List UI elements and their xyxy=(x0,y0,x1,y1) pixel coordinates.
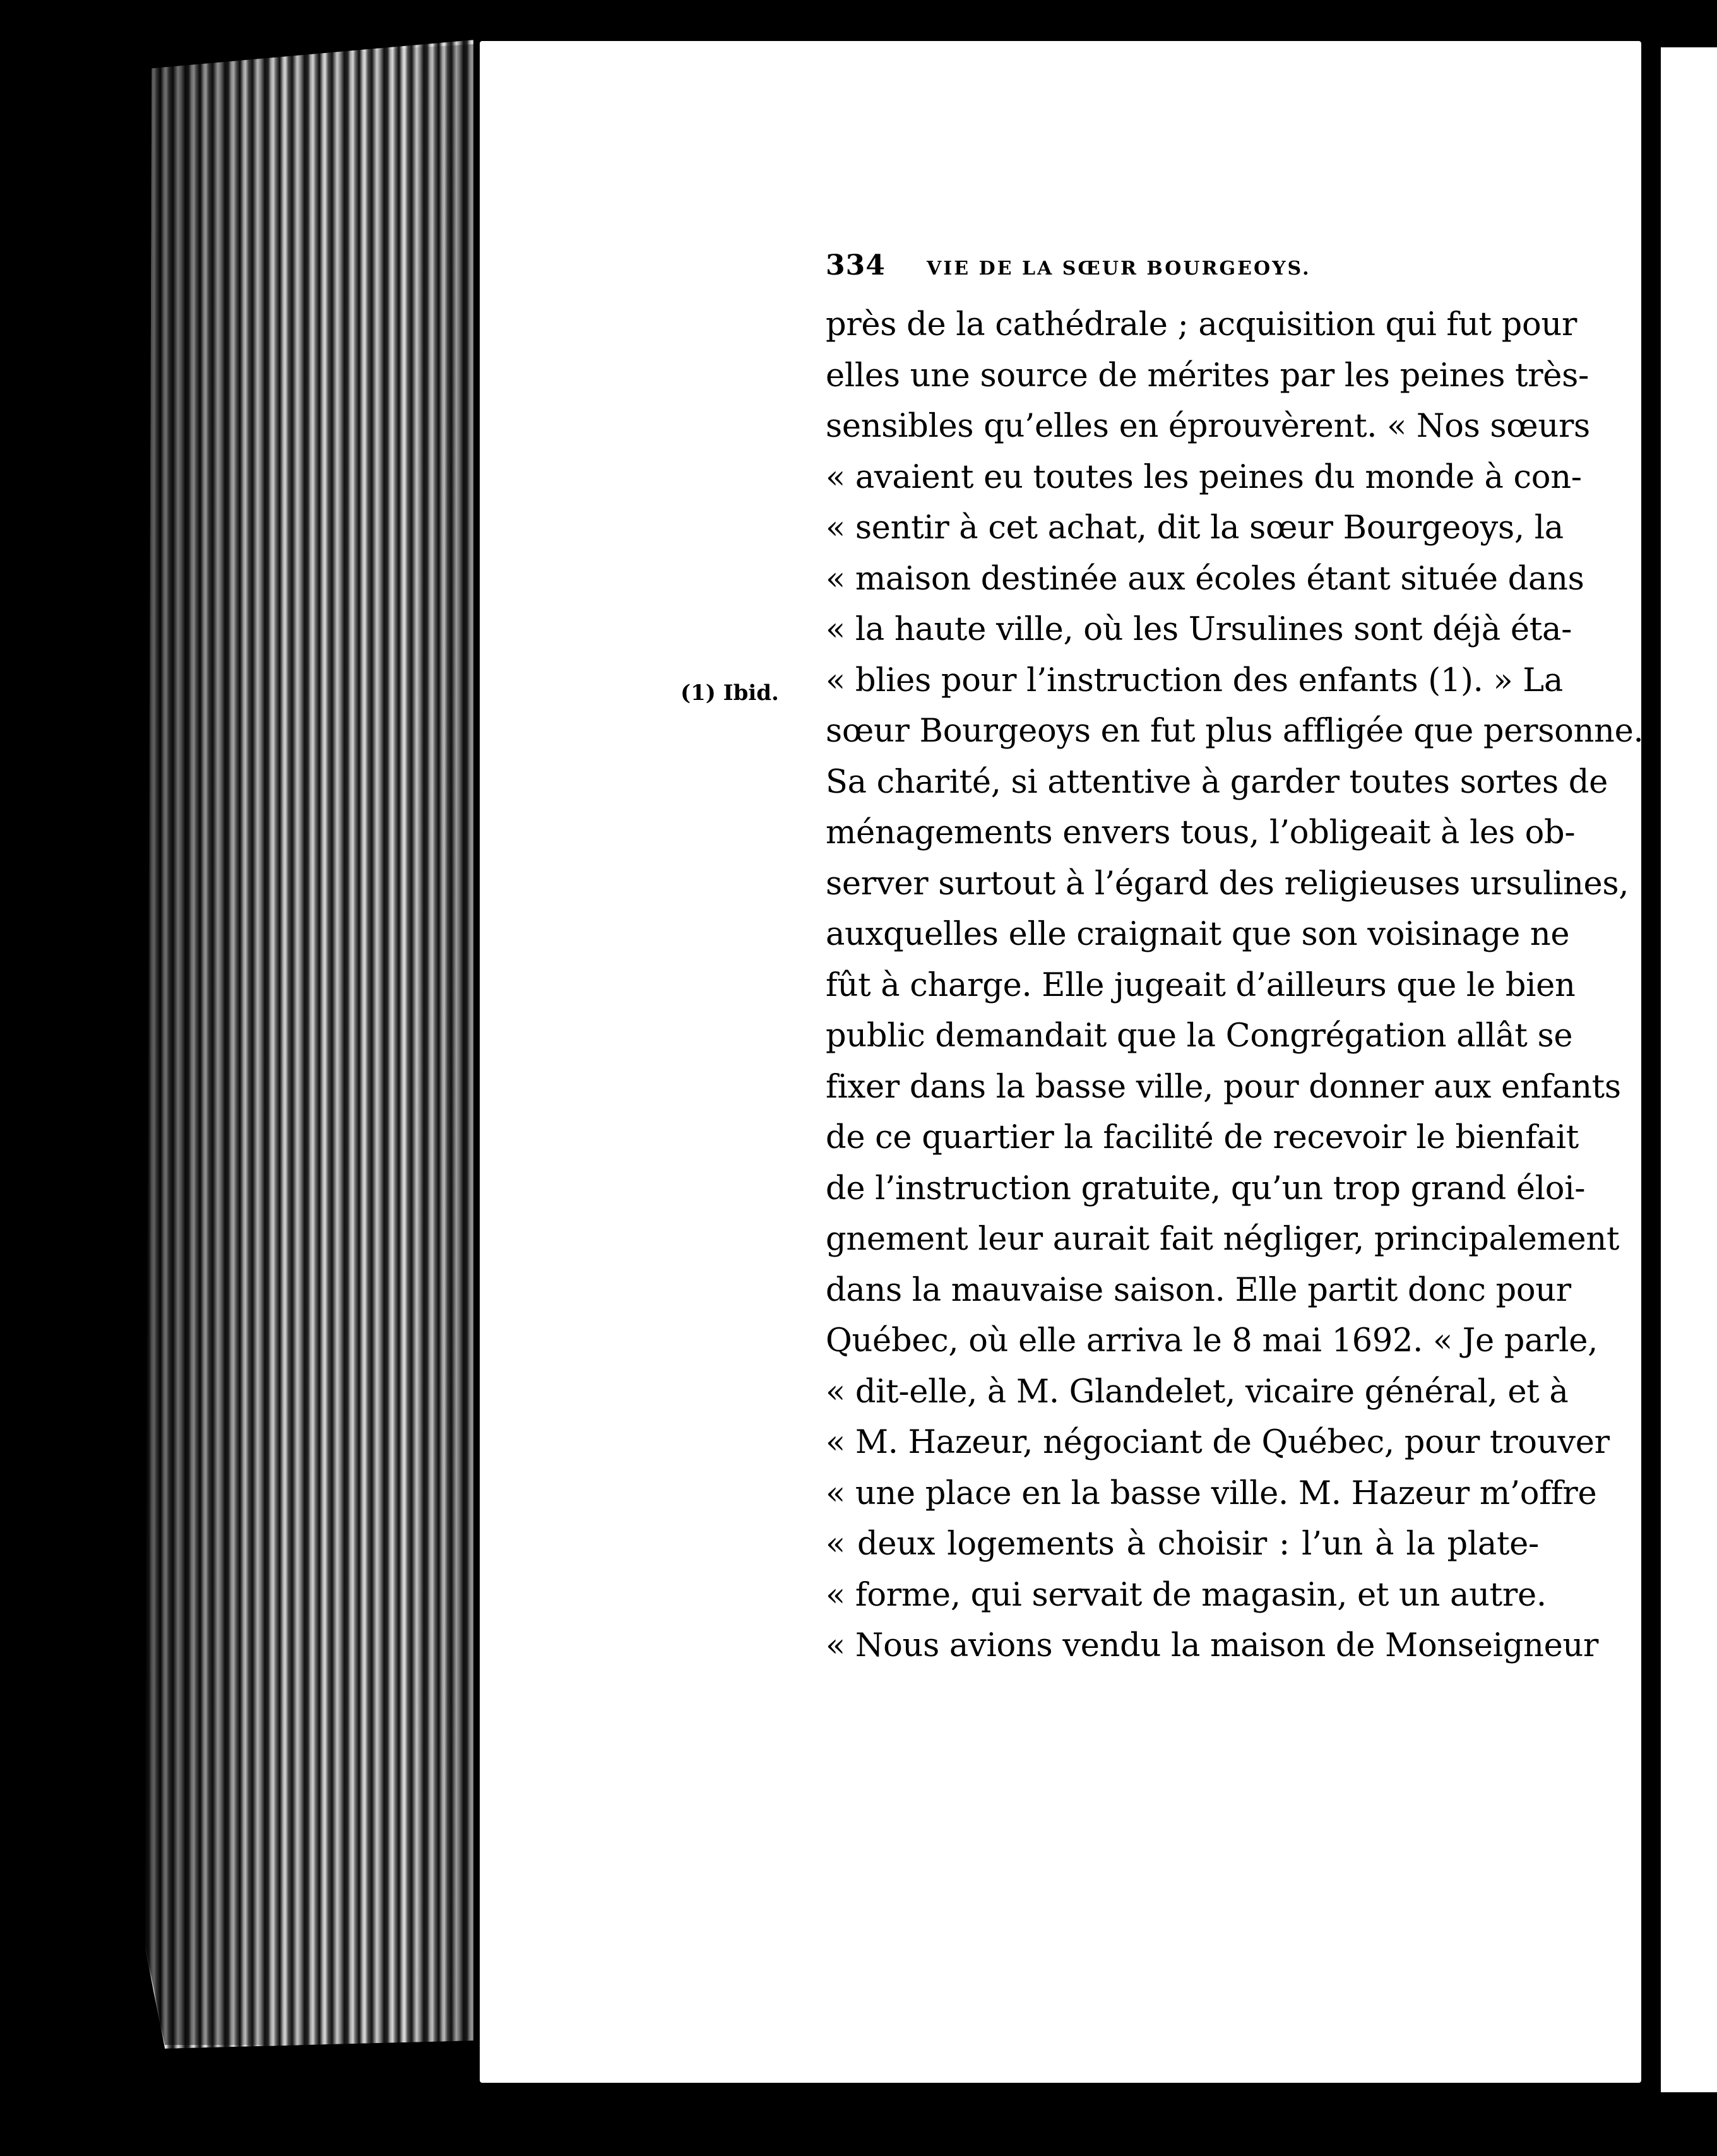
page-text-block xyxy=(826,249,1644,1672)
running-head xyxy=(826,249,1539,293)
body-text xyxy=(826,300,1644,1672)
text-line: auxquelles elle craignait que son voisinage ne xyxy=(826,916,1570,953)
text-line: « maison destinée aux écoles étant située dans xyxy=(826,560,1584,598)
text-line: dans la mauvaise saison. Elle partit donc pour xyxy=(826,1271,1571,1309)
text-line: « dit-elle, à M. Glandelet, vicaire général, et à xyxy=(826,1373,1569,1411)
facing-page-edge xyxy=(1657,47,1717,2092)
text-line: fût à charge. Elle jugeait d’ailleurs que le bien xyxy=(826,966,1576,1004)
text-line: de l’instruction gratuite, qu’un trop grand éloi- xyxy=(826,1170,1586,1207)
text-line: ménagements envers tous, l’obligeait à les ob- xyxy=(826,814,1576,851)
text-line: près de la cathédrale ; acquisition qui fut pour xyxy=(826,306,1577,343)
text-line: « blies pour l’instruction des enfants (1). » La xyxy=(826,661,1563,699)
text-line: sensibles qu’elles en éprouvèrent. « Nos sœurs xyxy=(826,408,1590,445)
text-line: « sentir à cet achat, dit la sœur Bourgeoys, la xyxy=(826,509,1564,547)
marginal-footnote: (1) Ibid. xyxy=(680,680,779,706)
text-line: gnement leur aurait fait négliger, principalement xyxy=(826,1221,1620,1258)
text-line: « la haute ville, où les Ursulines sont déjà éta- xyxy=(826,611,1572,648)
text-line: « Nous avions vendu la maison de Monseigneur xyxy=(826,1627,1599,1664)
text-line: public demandait que la Congrégation allât se xyxy=(826,1017,1573,1055)
text-line: Québec, où elle arriva le 8 mai 1692. « Je parle, xyxy=(826,1322,1598,1359)
text-line: server surtout à l’égard des religieuses ursulines, xyxy=(826,865,1629,903)
text-line: « M. Hazeur, négociant de Québec, pour trouver xyxy=(826,1424,1610,1461)
text-line: « avaient eu toutes les peines du monde à con- xyxy=(826,458,1582,496)
text-line: sœur Bourgeoys en fut plus affligée que personne. xyxy=(826,713,1644,750)
text-line: Sa charité, si attentive à garder toutes sortes de xyxy=(826,763,1608,801)
text-line: elles une source de mérites par les peines très- xyxy=(826,357,1589,394)
page-edges-shading xyxy=(145,44,473,2045)
text-line: de ce quartier la facilité de recevoir le bienfait xyxy=(826,1119,1579,1156)
running-title: VIE DE LA SŒUR BOURGEOYS. xyxy=(927,258,1311,280)
text-line: fixer dans la basse ville, pour donner aux enfants xyxy=(826,1068,1621,1106)
text-line: « deux logements à choisir : l’un à la plate- xyxy=(826,1525,1539,1563)
page-number: 334 xyxy=(826,249,886,281)
text-line: « une place en la basse ville. M. Hazeur m’offre xyxy=(826,1474,1597,1512)
text-line: « forme, qui servait de magasin, et un autre. xyxy=(826,1576,1547,1614)
